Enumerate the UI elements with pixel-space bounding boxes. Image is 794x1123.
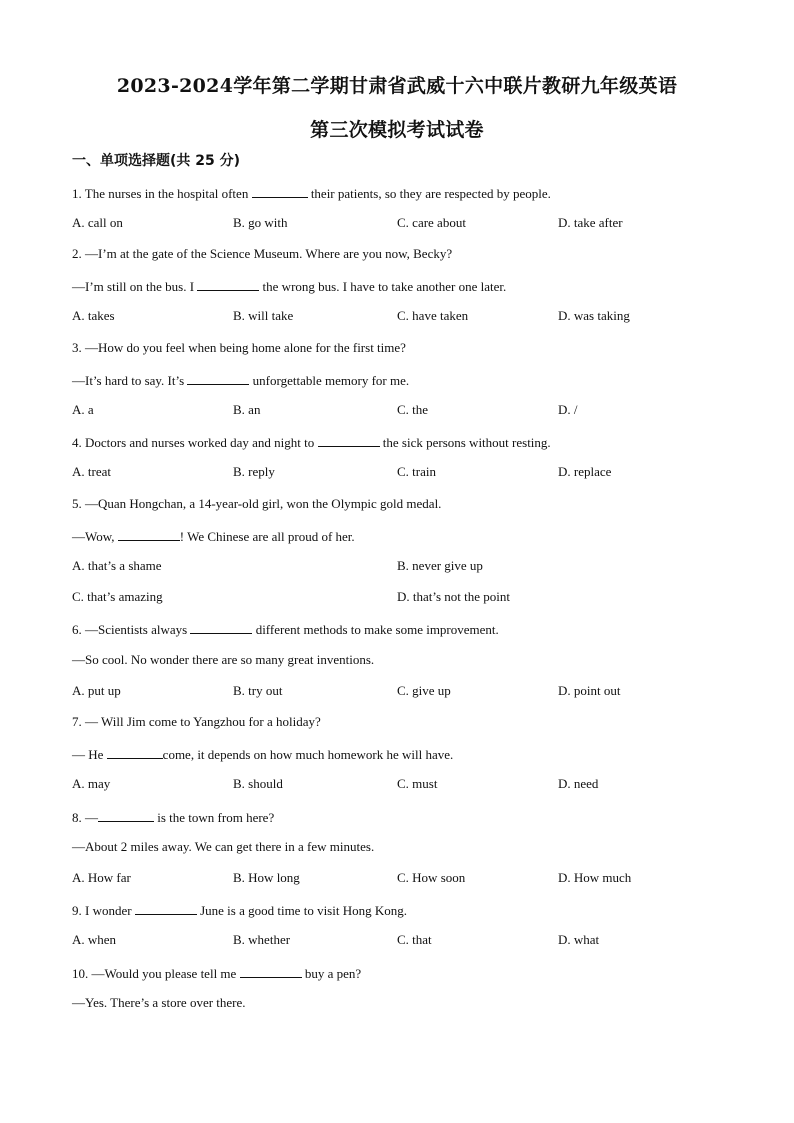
question-2-option-a[interactable]: A. takes xyxy=(72,308,115,323)
question-4-option-c[interactable]: C. train xyxy=(397,464,436,479)
question-3-option-a[interactable]: A. a xyxy=(72,402,94,417)
question-9-stem: 9. I wonder June is a good time to visit Hong Kong. xyxy=(72,903,407,918)
question-1-option-a[interactable]: A. call on xyxy=(72,215,123,230)
question-4-stem: 4. Doctors and nurses worked day and night to the sick persons without resting. xyxy=(72,435,551,450)
question-9-option-c[interactable]: C. that xyxy=(397,932,432,947)
question-5-option-b[interactable]: B. never give up xyxy=(397,558,483,573)
question-7-option-a[interactable]: A. may xyxy=(72,776,111,791)
answer-blank[interactable] xyxy=(107,745,163,759)
question-5-option-c[interactable]: C. that’s amazing xyxy=(72,589,163,604)
question-6-option-c[interactable]: C. give up xyxy=(397,683,451,698)
question-2-stem: 2. —I’m at the gate of the Science Museum. Where are you now, Becky? xyxy=(72,246,453,261)
section-heading: 一、单项选择题(共 25 分) xyxy=(72,153,241,169)
answer-blank[interactable] xyxy=(252,184,308,198)
question-9-option-b[interactable]: B. whether xyxy=(233,932,291,947)
question-8-response: —About 2 miles away. We can get there in a few minutes. xyxy=(72,839,375,854)
question-3-option-b[interactable]: B. an xyxy=(233,402,261,417)
question-7-stem: 7. — Will Jim come to Yangzhou for a holiday? xyxy=(72,714,321,729)
answer-blank[interactable] xyxy=(197,277,259,291)
question-8-option-c[interactable]: C. How soon xyxy=(397,870,466,885)
question-1-option-b[interactable]: B. go with xyxy=(233,215,288,230)
question-2-option-b[interactable]: B. will take xyxy=(233,308,294,323)
exam-title-line-1: 2023-2024学年第二学期甘肃省武威十六中联片教研九年级英语 xyxy=(116,75,678,97)
answer-blank[interactable] xyxy=(187,371,249,385)
answer-blank[interactable] xyxy=(118,527,180,541)
question-8-stem: 8. — is the town from here? xyxy=(72,810,275,825)
question-3-option-c[interactable]: C. the xyxy=(397,402,429,417)
question-7-option-b[interactable]: B. should xyxy=(233,776,283,791)
question-6-option-a[interactable]: A. put up xyxy=(72,683,121,698)
question-6-stem: 6. —Scientists always different methods to make some improvement. xyxy=(72,622,499,637)
question-9-option-a[interactable]: A. when xyxy=(72,932,117,947)
answer-blank[interactable] xyxy=(240,964,302,978)
question-1-option-d[interactable]: D. take after xyxy=(558,215,623,230)
question-6-response: —So cool. No wonder there are so many great inventions. xyxy=(72,652,375,667)
question-10-response: —Yes. There’s a store over there. xyxy=(72,995,246,1010)
question-5-option-a[interactable]: A. that’s a shame xyxy=(72,558,162,573)
question-3-stem: 3. —How do you feel when being home alone for the first time? xyxy=(72,340,406,355)
question-4-option-d[interactable]: D. replace xyxy=(558,464,612,479)
question-8-option-b[interactable]: B. How long xyxy=(233,870,300,885)
question-6-option-b[interactable]: B. try out xyxy=(233,683,283,698)
question-7-response: — He come, it depends on how much homework he will have. xyxy=(72,747,454,762)
exam-title-line-2: 第三次模拟考试试卷 xyxy=(310,119,484,141)
answer-blank[interactable] xyxy=(98,808,154,822)
question-2-response: —I’m still on the bus. I the wrong bus. I have to take another one later. xyxy=(72,279,507,294)
question-4-option-a[interactable]: A. treat xyxy=(72,464,111,479)
question-5-option-d[interactable]: D. that’s not the point xyxy=(397,589,511,604)
question-1-option-c[interactable]: C. care about xyxy=(397,215,466,230)
question-2-option-c[interactable]: C. have taken xyxy=(397,308,469,323)
question-3-response: —It’s hard to say. It’s unforgettable memory for me. xyxy=(72,373,410,388)
question-6-option-d[interactable]: D. point out xyxy=(558,683,621,698)
question-5-stem: 5. —Quan Hongchan, a 14-year-old girl, won the Olympic gold medal. xyxy=(72,496,442,511)
question-5-response: —Wow, ! We Chinese are all proud of her. xyxy=(72,529,355,544)
question-3-option-d[interactable]: D. / xyxy=(558,402,578,417)
question-8-option-d[interactable]: D. How much xyxy=(558,870,632,885)
question-1-stem: 1. The nurses in the hospital often their patients, so they are respected by people. xyxy=(72,186,551,201)
question-7-option-c[interactable]: C. must xyxy=(397,776,438,791)
answer-blank[interactable] xyxy=(318,433,380,447)
question-8-option-a[interactable]: A. How far xyxy=(72,870,131,885)
question-10-stem: 10. —Would you please tell me buy a pen? xyxy=(72,966,362,981)
question-4-option-b[interactable]: B. reply xyxy=(233,464,275,479)
question-9-option-d[interactable]: D. what xyxy=(558,932,600,947)
question-7-option-d[interactable]: D. need xyxy=(558,776,599,791)
answer-blank[interactable] xyxy=(190,620,252,634)
answer-blank[interactable] xyxy=(135,901,197,915)
question-2-option-d[interactable]: D. was taking xyxy=(558,308,630,323)
